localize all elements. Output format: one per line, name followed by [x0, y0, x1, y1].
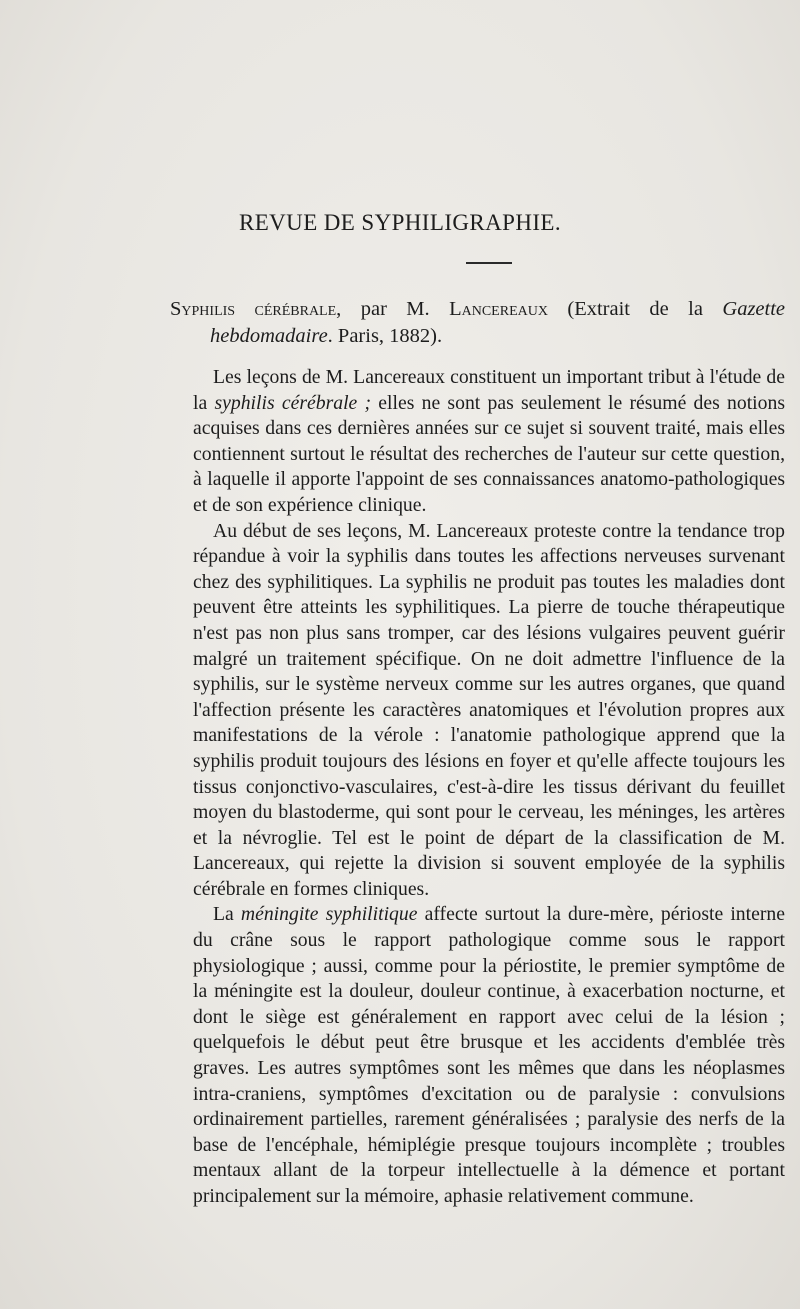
citation-line — [170, 296, 785, 350]
page-title: REVUE DE SYPHILIGRAPHIE. — [238, 210, 561, 235]
title-rule — [466, 262, 512, 264]
citation-extract-post: . Paris, 1882). — [327, 325, 443, 347]
paragraph-2 — [193, 519, 785, 903]
paragraph-1-text-b: elles ne sont pas seulement le résumé des notions acquises dans ces dernières années sur ce sujet si souvent traité, mais elles contiennent surtout le résultat des recherches de l'auteur sur cette question, à laquelle il apporte l'appoint de ses connaissances anatomo-pathologiques et de son expérience clinique. — [193, 391, 785, 516]
citation-author: Lancereaux — [449, 298, 548, 320]
citation-by: , par M. — [336, 298, 450, 320]
paragraph-3 — [193, 902, 785, 1209]
citation-subject: Syphilis cérébrale — [170, 298, 337, 320]
paragraph-1-text-a: Les leçons de M. Lancereaux constituent un important tribut à l'étude de la — [193, 366, 785, 414]
paragraph-1 — [193, 365, 785, 519]
citation-extract-pre: (Extrait de la — [547, 298, 723, 320]
paragraph-1-emphasis: syphilis cérébrale ; — [214, 391, 372, 414]
paragraph-3-text-b: affecte surtout la dure-mère, périoste interne du crâne sous le rapport pathologique comme sous le rapport physiologique ; aussi, comme pour la périostite, le premier symptôme de la méningite est la douleur, douleur continue, à exacerbation nocturne, et dont le siège est généralement en rapport avec celui de la lésion ; quelquefois le début peut être brusque et les accidents d'emblée très graves. Les autres symptômes sont les mêmes que dans les néoplasmes intra-craniens, symptômes d'excitation ou de paralysie : convulsions ordinairement partielles, rarement généralisées ; paralysie des nerfs de la base de l'encéphale, hémiplégie presque toujours incomplète ; troubles mentaux allant de la torpeur intellectuelle à la démence et portant principalement sur la mémoire, aphasie relativement commune. — [193, 903, 785, 1207]
paragraph-3-text-a: La — [213, 903, 241, 926]
citation-journal: Gazette hebdomadaire — [210, 298, 786, 347]
article-body — [193, 365, 785, 1210]
paragraph-2-text: Au début de ses leçons, M. Lancereaux proteste contre la tendance trop répandue à voir la syphilis dans toutes les affections nerveuses survenant chez des syphilitiques. La syphilis ne produit pas toutes les maladies dont peuvent être atteints les syphilitiques. La pierre de touche thérapeutique n'est pas non plus sans tromper, car des lésions vulgaires peuvent guérir malgré un traitement spécifique. On ne doit admettre l'influence de la syphilis, sur le système nerveux comme sur les autres organes, que quand l'affection présente les caractères anatomiques et l'évolution propres aux manifestations de la vérole : l'anatomie pathologique apprend que la syphilis produit toujours des lésions en foyer et qu'elle affecte toujours les tissus conjonctivo-vasculaires, c'est-à-dire les tissus dérivant du feuillet moyen du blastoderme, qui sont pour le cerveau, les méninges, les artères et la névroglie. Tel est le point de départ de la classification de M. Lancereaux, qui rejette la division si souvent employée de la syphilis cérébrale en formes cliniques. — [193, 519, 785, 900]
paragraph-3-emphasis: méningite syphilitique — [240, 903, 418, 926]
citation — [170, 296, 785, 350]
